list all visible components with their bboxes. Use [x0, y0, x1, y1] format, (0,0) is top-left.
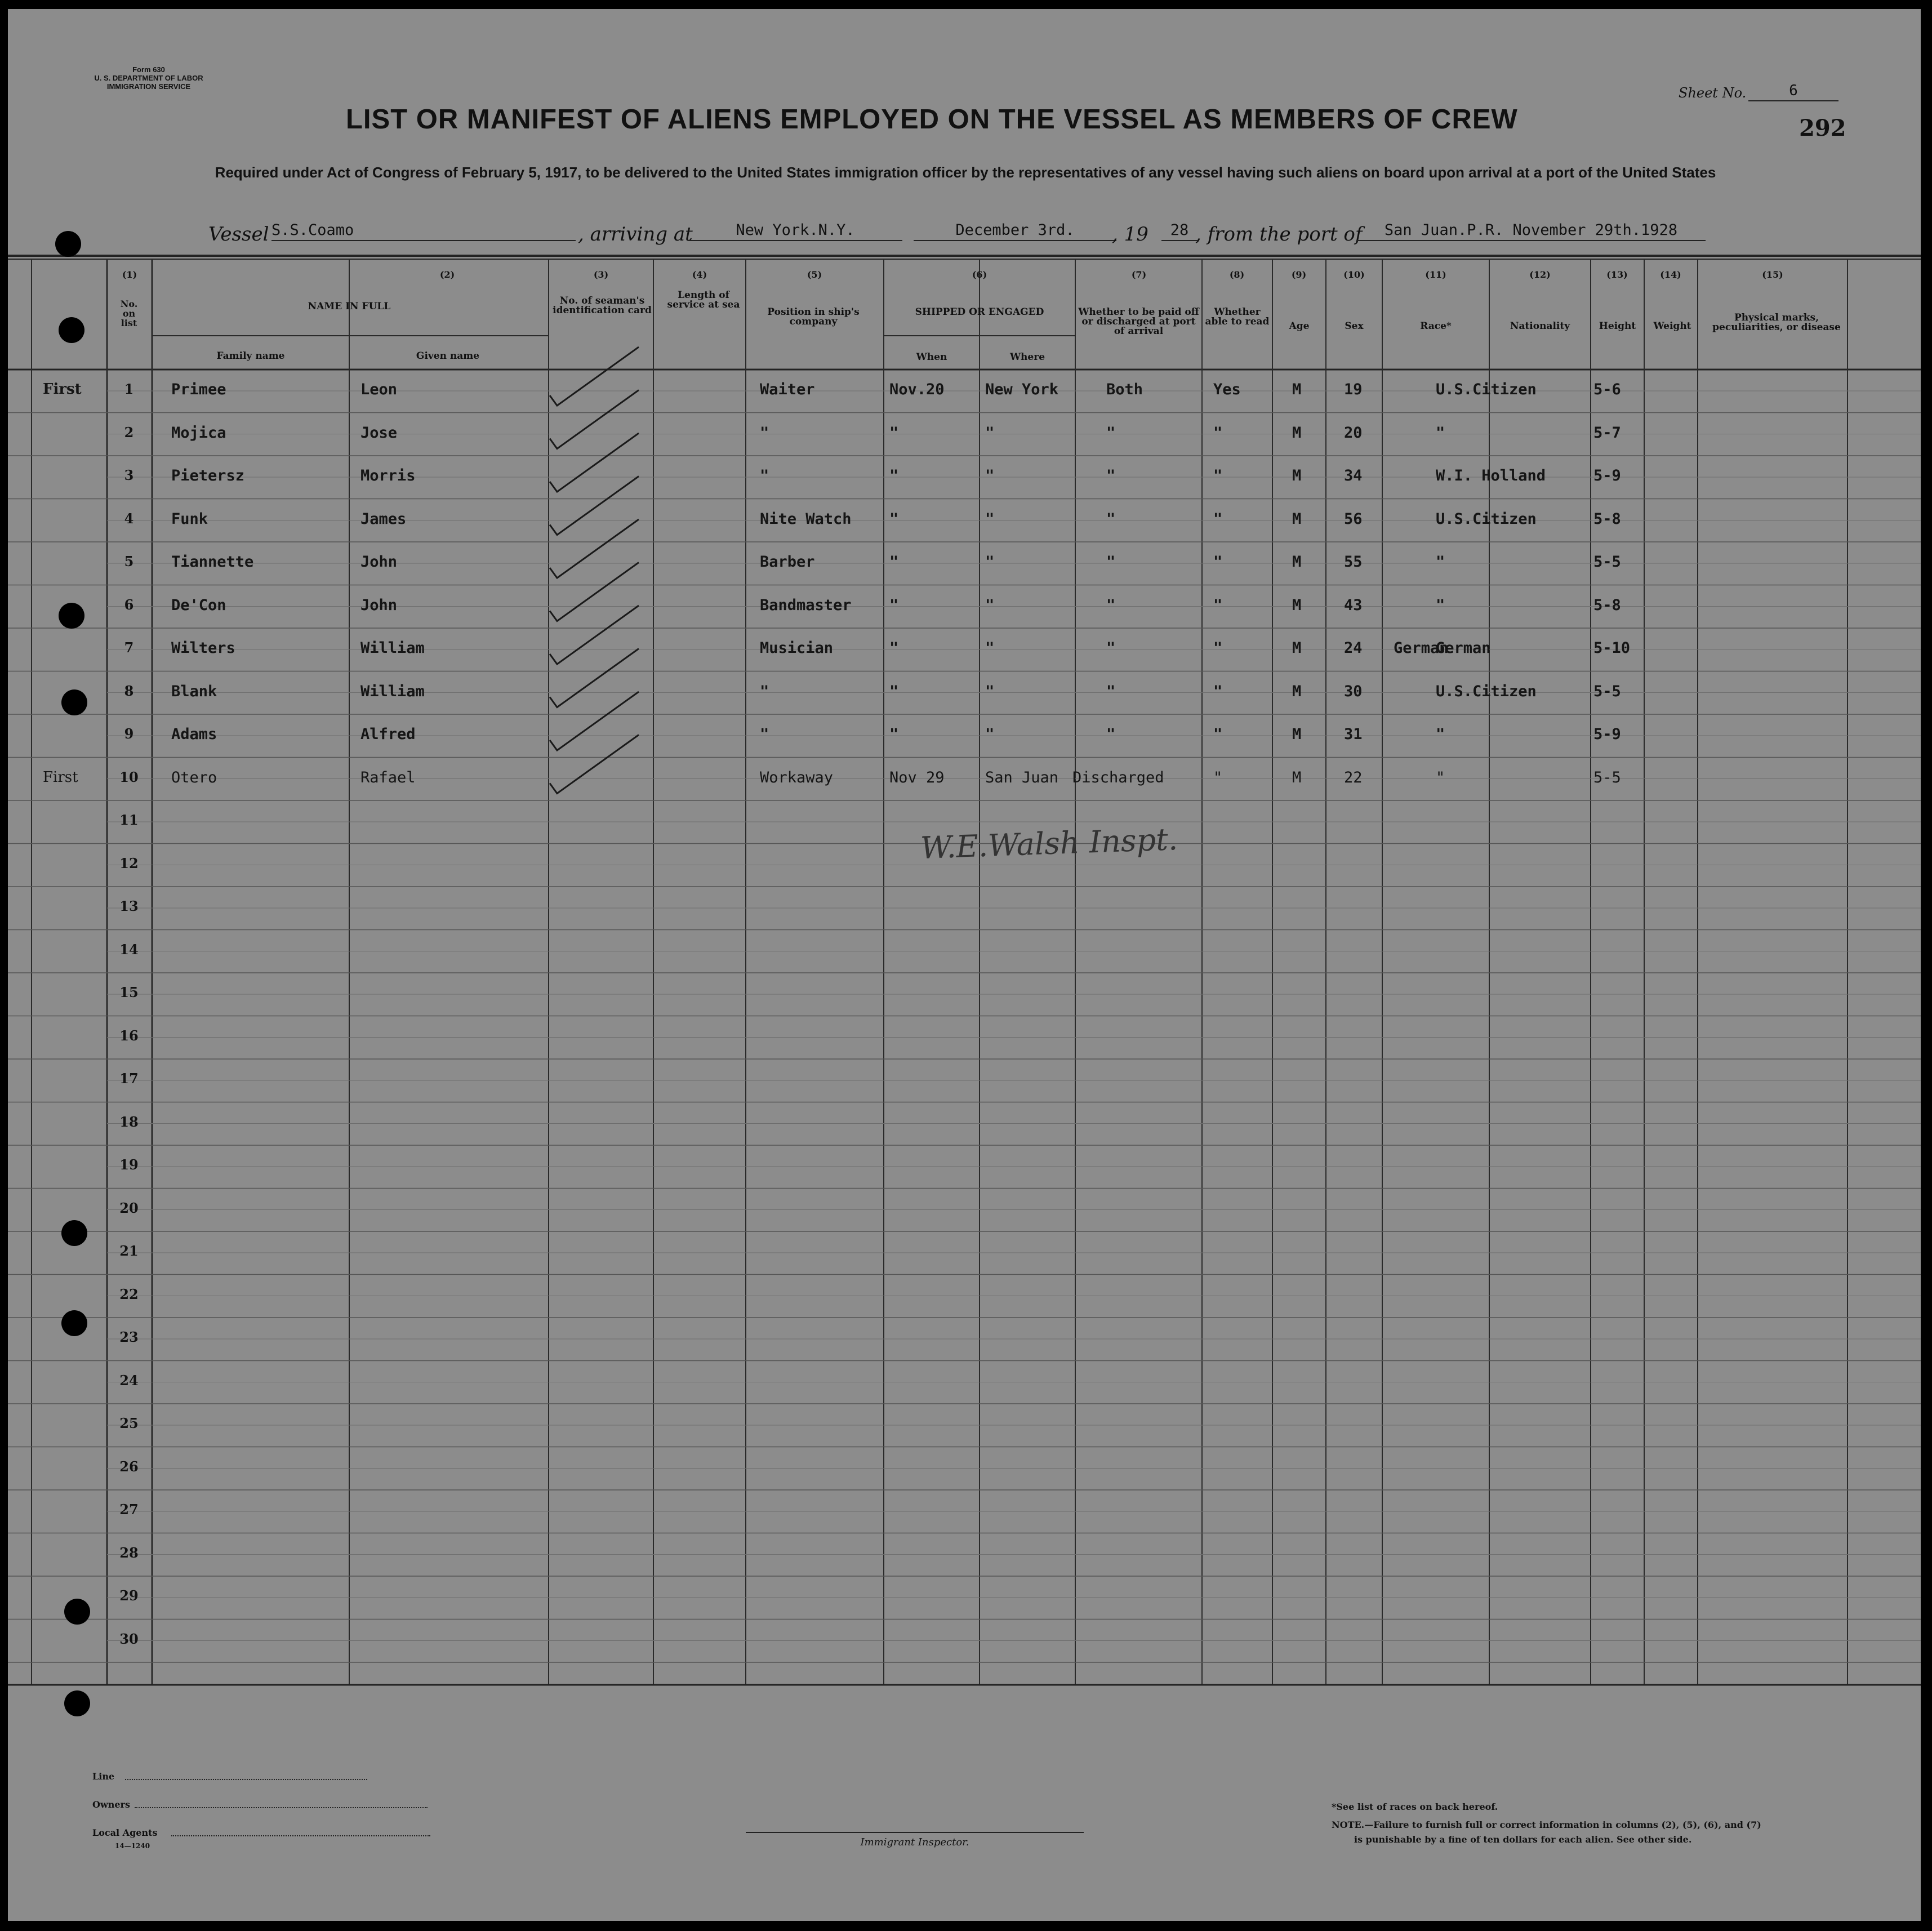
sex: 30 — [1344, 682, 1363, 700]
stamp-number: 292 — [1799, 115, 1846, 141]
family-name: Adams — [171, 726, 217, 743]
row-number: 26 — [119, 1458, 139, 1475]
height: 5-9 — [1593, 467, 1621, 484]
able-to-read: " — [1213, 726, 1223, 743]
family-name: De'Con — [171, 596, 226, 614]
column-number: (2) — [439, 269, 455, 280]
sheet-number: 6 — [1748, 81, 1838, 101]
shipped-when: Nov 29 — [889, 768, 945, 786]
shipped-where: " — [985, 424, 995, 442]
header-length-service: Length of service at sea — [667, 290, 740, 310]
row-number: 18 — [119, 1113, 139, 1130]
sex: 22 — [1344, 768, 1363, 786]
given-name: William — [360, 682, 425, 700]
row-number: 7 — [124, 639, 134, 656]
checkmark-icon — [550, 433, 639, 492]
given-name: Rafael — [360, 768, 416, 786]
height: 5-8 — [1593, 596, 1621, 614]
able-to-read: " — [1213, 639, 1223, 657]
column-number: (13) — [1606, 269, 1628, 280]
row-number: 1 — [124, 381, 134, 397]
header-physical-marks: Physical marks, peculiarities, or disease — [1712, 312, 1841, 333]
inspector-line — [746, 1832, 1084, 1833]
position: Nite Watch — [760, 510, 852, 528]
punch-hole — [59, 317, 84, 343]
shipped-when: " — [889, 726, 899, 743]
paid-off: " — [1106, 424, 1116, 442]
header-no-on-list: No. on list — [120, 299, 138, 328]
from-port-label: , from the port of — [1195, 223, 1363, 246]
position: " — [760, 726, 769, 743]
checkmark-icon — [550, 606, 639, 664]
nationality: " — [1436, 726, 1445, 743]
column-number: (5) — [807, 269, 822, 280]
header-position: Position in ship's company — [767, 306, 860, 327]
shipped-when: " — [889, 467, 899, 484]
row-number: 11 — [119, 812, 139, 828]
form-number: Form 630 — [132, 65, 165, 74]
service-name: IMMIGRATION SERVICE — [106, 82, 191, 91]
punch-hole — [61, 1220, 87, 1246]
column-number: (9) — [1291, 269, 1307, 280]
nationality: U.S.Citizen — [1436, 381, 1537, 398]
able-to-read: " — [1213, 510, 1223, 528]
header-weight: Weight — [1653, 321, 1691, 332]
punch-hole — [64, 1599, 90, 1625]
row-number: 5 — [124, 553, 134, 569]
shipped-when: " — [889, 510, 899, 528]
arriving-label: , arriving at — [578, 223, 693, 246]
age: M — [1292, 768, 1302, 786]
arrival-year: 28 — [1161, 221, 1198, 241]
page-title: LIST OR MANIFEST OF ALIENS EMPLOYED ON THE VESSEL AS MEMBERS OF CREW — [346, 104, 1518, 135]
table-grid — [8, 9, 1921, 1921]
sex: 34 — [1344, 467, 1363, 484]
checkmark-icon — [550, 735, 639, 794]
shipped-when: " — [889, 424, 899, 442]
checkmark-icon — [550, 649, 639, 708]
header-race: Race* — [1420, 321, 1452, 332]
header-able-read: Whether able to read — [1205, 306, 1270, 327]
column-number: (1) — [122, 269, 137, 280]
row-number: 30 — [119, 1630, 139, 1647]
sex: 31 — [1344, 726, 1363, 743]
inspector-signature: W.E.Walsh Inspt. — [920, 821, 1178, 866]
column-number: (3) — [593, 269, 609, 280]
paid-off: Both — [1106, 381, 1143, 398]
row-number: 19 — [119, 1156, 139, 1173]
nationality: U.S.Citizen — [1436, 682, 1537, 700]
punch-hole — [61, 689, 87, 715]
row-number: 2 — [124, 424, 134, 441]
column-number: (14) — [1660, 269, 1681, 280]
paid-off: Discharged — [1072, 768, 1164, 786]
row-number: 29 — [119, 1587, 139, 1604]
row-number: 13 — [119, 898, 139, 914]
row-number: 17 — [119, 1070, 139, 1087]
given-name: James — [360, 510, 407, 528]
row-number: 23 — [119, 1329, 139, 1345]
paid-off: " — [1106, 726, 1116, 743]
row-number: 4 — [124, 510, 134, 527]
given-name: Alfred — [360, 726, 416, 743]
punch-hole — [61, 1310, 87, 1336]
age: M — [1292, 682, 1302, 700]
paid-off: " — [1106, 553, 1116, 571]
header-family-name: Family name — [216, 350, 285, 362]
row-number: 22 — [119, 1285, 139, 1302]
inspector-label: Immigrant Inspector. — [860, 1836, 969, 1848]
punch-hole — [55, 231, 81, 257]
punch-hole — [64, 1690, 90, 1716]
given-name: John — [360, 596, 398, 614]
races-note: *See list of races on back hereof. — [1332, 1801, 1498, 1812]
family-name: Primee — [171, 381, 226, 398]
shipped-where: " — [985, 682, 995, 700]
row-number: 20 — [119, 1199, 139, 1216]
footer-note-1: NOTE.—Failure to furnish full or correct information in columns (2), (5), (6), and (7) — [1332, 1819, 1761, 1830]
age: M — [1292, 424, 1302, 442]
agents-code: 14—1240 — [115, 1842, 150, 1850]
row-number: 15 — [119, 984, 139, 1000]
header-nationality: Nationality — [1510, 321, 1570, 332]
row-number: 27 — [119, 1501, 139, 1518]
shipped-when: " — [889, 553, 899, 571]
row-class: First — [43, 381, 82, 398]
family-name: Mojica — [171, 424, 226, 442]
header-given-name: Given name — [416, 350, 480, 362]
given-name: Jose — [360, 424, 398, 442]
header-sex: Sex — [1345, 321, 1364, 332]
owners-field[interactable] — [135, 1807, 428, 1808]
header-paid-off: Whether to be paid off or discharged at port of arrival — [1078, 306, 1199, 337]
paid-off: " — [1106, 682, 1116, 700]
sex: 55 — [1344, 553, 1363, 571]
sex: 20 — [1344, 424, 1363, 442]
column-number: (12) — [1529, 269, 1551, 280]
age: M — [1292, 381, 1302, 398]
page-subtitle: Required under Act of Congress of February 5, 1917, to be delivered to the United States immigration officer by the representatives of any vessel having such aliens on board upon arrival at a port of the United States — [215, 164, 1716, 181]
vessel-label: Vessel — [208, 223, 269, 246]
sex: 56 — [1344, 510, 1363, 528]
arriving-port: New York.N.Y. — [688, 221, 902, 241]
paid-off: " — [1106, 639, 1116, 657]
age: M — [1292, 639, 1302, 657]
family-name: Tiannette — [171, 553, 254, 571]
agents-field[interactable] — [171, 1835, 430, 1836]
able-to-read: " — [1213, 553, 1223, 571]
header-id-card: No. of seaman's identification card — [553, 295, 652, 316]
row-number: 6 — [124, 596, 134, 613]
footer-note-2: is punishable by a fine of ten dollars for each alien. See other side. — [1354, 1834, 1692, 1845]
nationality: " — [1436, 553, 1445, 571]
header-when: When — [916, 352, 947, 363]
department-name: U. S. DEPARTMENT OF LABOR — [94, 74, 203, 82]
age: M — [1292, 510, 1302, 528]
shipped-where: " — [985, 639, 995, 657]
family-name: Funk — [171, 510, 208, 528]
height: 5-8 — [1593, 510, 1621, 528]
position: Waiter — [760, 381, 815, 398]
age: M — [1292, 467, 1302, 484]
header-age: Age — [1289, 321, 1310, 332]
checkmark-icon — [550, 692, 639, 750]
sex: 24 — [1344, 639, 1363, 657]
sex: 43 — [1344, 596, 1363, 614]
given-name: Morris — [360, 467, 416, 484]
height: 5-7 — [1593, 424, 1621, 442]
row-number: 8 — [124, 682, 134, 699]
row-number: 3 — [124, 467, 134, 483]
row-number: 9 — [124, 726, 134, 742]
shipped-when: " — [889, 639, 899, 657]
height: 5-10 — [1593, 639, 1631, 657]
column-number: (4) — [692, 269, 707, 280]
paid-off: " — [1106, 510, 1116, 528]
row-class: First — [43, 768, 78, 786]
able-to-read: " — [1213, 682, 1223, 700]
paid-off: " — [1106, 596, 1116, 614]
height: 5-5 — [1593, 682, 1621, 700]
header-name-in-full: NAME IN FULL — [308, 301, 391, 312]
column-number: (7) — [1131, 269, 1147, 280]
able-to-read: " — [1213, 467, 1223, 484]
position: " — [760, 424, 769, 442]
family-name: Pietersz — [171, 467, 245, 484]
position: " — [760, 467, 769, 484]
family-name: Otero — [171, 768, 217, 786]
shipped-where: " — [985, 553, 995, 571]
position: Barber — [760, 553, 815, 571]
family-name: Blank — [171, 682, 217, 700]
column-number: (11) — [1425, 269, 1446, 280]
position: Workaway — [760, 768, 834, 786]
height: 5-9 — [1593, 726, 1621, 743]
row-number: 24 — [119, 1372, 139, 1389]
checkmark-icon — [550, 477, 639, 535]
row-number: 16 — [119, 1027, 139, 1044]
row-number: 14 — [119, 941, 139, 958]
height: 5-5 — [1593, 768, 1621, 786]
age: M — [1292, 726, 1302, 743]
shipped-where: New York — [985, 381, 1059, 398]
given-name: John — [360, 553, 398, 571]
shipped-where: " — [985, 726, 995, 743]
position: " — [760, 682, 769, 700]
checkmark-icon — [550, 347, 639, 406]
row-number: 10 — [119, 768, 139, 785]
age: M — [1292, 596, 1302, 614]
header-where: Where — [1009, 352, 1045, 363]
able-to-read: Yes — [1213, 381, 1241, 398]
nationality: " — [1436, 768, 1445, 786]
column-number: (15) — [1762, 269, 1783, 280]
checkmark-icon — [550, 519, 639, 578]
sheet-label: Sheet No. — [1679, 85, 1747, 101]
nationality: German — [1436, 639, 1491, 657]
able-to-read: " — [1213, 768, 1223, 786]
row-number: 21 — [119, 1243, 139, 1259]
line-field[interactable] — [125, 1779, 367, 1780]
shipped-when: Nov.20 — [889, 381, 945, 398]
checkmark-icon — [550, 390, 639, 449]
shipped-when: " — [889, 596, 899, 614]
position: Musician — [760, 639, 834, 657]
shipped-where: " — [985, 467, 995, 484]
manifest-sheet — [8, 9, 1921, 1921]
shipped-where: " — [985, 510, 995, 528]
agents-label: Local Agents — [92, 1827, 158, 1838]
height: 5-5 — [1593, 553, 1621, 571]
owners-label: Owners — [92, 1799, 130, 1810]
column-number: (10) — [1343, 269, 1365, 280]
nationality: W.I. Holland — [1436, 467, 1546, 484]
arrival-date: December 3rd. — [914, 221, 1116, 241]
nationality: " — [1436, 596, 1445, 614]
shipped-when: " — [889, 682, 899, 700]
row-number: 25 — [119, 1415, 139, 1431]
column-number: (8) — [1229, 269, 1245, 280]
header-height: Height — [1599, 321, 1636, 332]
punch-hole — [59, 603, 84, 629]
able-to-read: " — [1213, 596, 1223, 614]
race: German — [1394, 639, 1449, 657]
family-name: Wilters — [171, 639, 235, 657]
given-name: Leon — [360, 381, 398, 398]
header-shipped: SHIPPED OR ENGAGED — [915, 306, 1044, 318]
sex: 19 — [1344, 381, 1363, 398]
nationality: " — [1436, 424, 1445, 442]
checkmark-icon — [550, 563, 639, 621]
paid-off: " — [1106, 467, 1116, 484]
shipped-where: " — [985, 596, 995, 614]
row-number: 12 — [119, 855, 139, 871]
position: Bandmaster — [760, 596, 852, 614]
given-name: William — [360, 639, 425, 657]
year-prefix: , 19 — [1112, 223, 1148, 246]
from-port: San Juan.P.R. November 29th.1928 — [1356, 221, 1706, 241]
height: 5-6 — [1593, 381, 1621, 398]
nationality: U.S.Citizen — [1436, 510, 1537, 528]
column-number: (6) — [972, 269, 987, 280]
shipped-where: San Juan — [985, 768, 1059, 786]
form-label — [92, 65, 205, 91]
line-label: Line — [92, 1771, 115, 1782]
vessel-name: S.S.Coamo — [271, 221, 576, 241]
row-number: 28 — [119, 1544, 139, 1561]
able-to-read: " — [1213, 424, 1223, 442]
age: M — [1292, 553, 1302, 571]
